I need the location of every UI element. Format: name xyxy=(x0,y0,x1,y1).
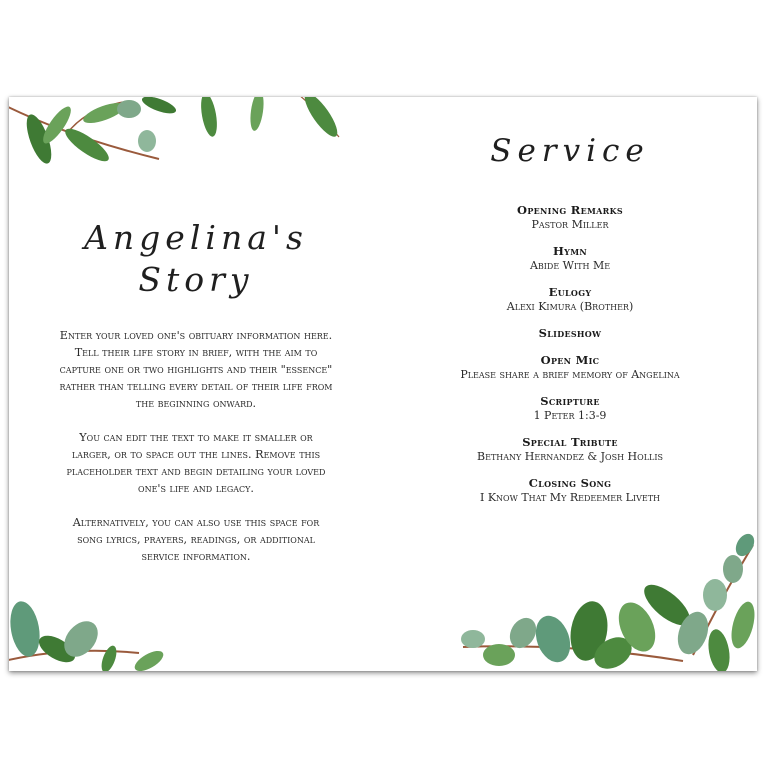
story-title-line-1: Angelina's xyxy=(84,218,308,257)
story-title-line-2: Story xyxy=(138,260,254,299)
program-item-detail: I Know That My Redeemer Liveth xyxy=(479,491,661,504)
obituary-paragraph: Alternatively, you can also use this space for song lyrics, prayers, readings, or additional service information. xyxy=(72,516,320,563)
program-item-heading: Slideshow xyxy=(538,326,602,340)
program-item-eulogy xyxy=(383,285,757,314)
program-item-heading: Open Mic xyxy=(540,353,600,367)
program-item-opening-remarks xyxy=(383,203,757,232)
program-item-heading: Hymn xyxy=(553,244,587,258)
program-item-detail: Alexi Kimura (Brother) xyxy=(506,300,634,313)
leaf-sprig-icon xyxy=(9,97,359,187)
funeral-program-sheet xyxy=(9,97,757,671)
program-item-open-mic xyxy=(383,353,757,382)
service-panel xyxy=(383,97,757,671)
program-item-heading: Special Tribute xyxy=(522,435,618,449)
program-item-detail: 1 Peter 1:3-9 xyxy=(533,409,607,422)
story-panel xyxy=(9,97,383,671)
story-title xyxy=(9,217,383,301)
program-item-scripture xyxy=(383,394,757,423)
obituary-text xyxy=(59,327,333,582)
eucalyptus-sprig-icon xyxy=(9,591,179,671)
obituary-paragraph: Enter your loved one's obituary information here. Tell their life story in brief, with the aim to capture one or two highlights and their "essence" rather than telling every detail of their life from the beginning onward. xyxy=(59,329,333,410)
program-item-closing-song xyxy=(383,476,757,505)
program-item-detail: Bethany Hernandez & Josh Hollis xyxy=(477,450,663,463)
program-item-slideshow xyxy=(383,326,757,341)
eucalyptus-bouquet-icon xyxy=(453,535,757,671)
obituary-paragraph: You can edit the text to make it smaller or larger, or to space out the lines. Remove this placeholder text and begin detailing your loved one's life and legacy. xyxy=(66,431,326,495)
program-item-heading: Closing Song xyxy=(528,476,612,490)
program-item-hymn xyxy=(383,244,757,273)
program-item-heading: Eulogy xyxy=(548,285,592,299)
service-title: Service xyxy=(490,133,650,169)
program-item-special-tribute xyxy=(383,435,757,464)
service-program xyxy=(383,203,757,517)
program-item-detail: Abide With Me xyxy=(529,259,611,272)
program-item-heading: Opening Remarks xyxy=(517,203,623,217)
program-item-detail: Please share a brief memory of Angelina xyxy=(460,368,680,381)
program-item-heading: Scripture xyxy=(540,394,600,408)
program-item-detail: Pastor Miller xyxy=(531,218,609,231)
